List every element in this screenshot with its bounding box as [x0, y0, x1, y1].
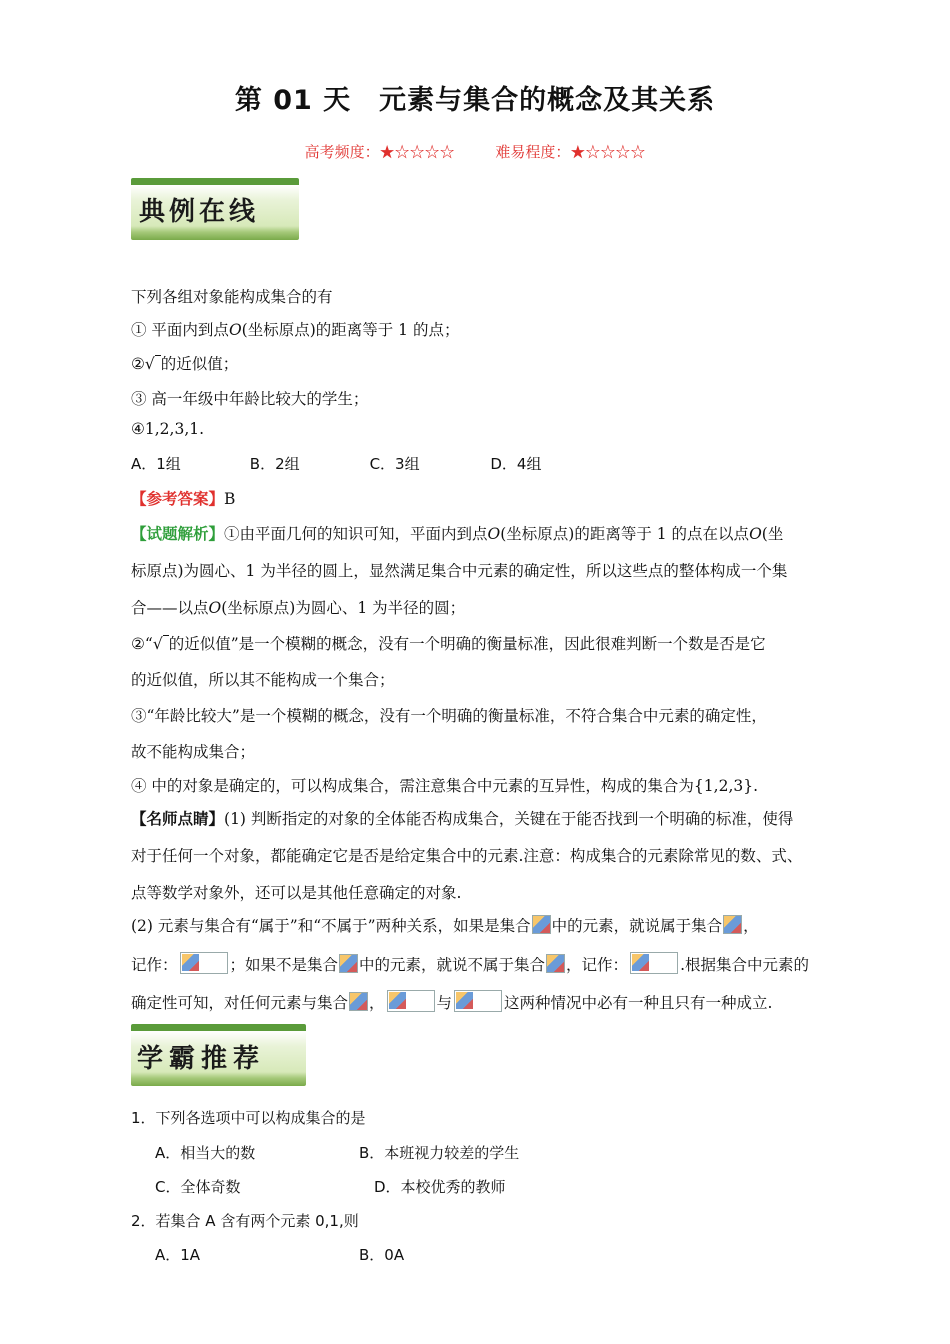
example-options — [131, 453, 541, 474]
example-item-1: ① 平面内到点O(坐标原点)的距离等于 1 的点； — [131, 321, 460, 339]
answer-line — [131, 487, 235, 509]
example-item-3: ③ 高一年级中年龄比较大的学生； — [131, 390, 369, 408]
formula-image-icon — [532, 915, 551, 934]
answer-label: 【参考答案】 — [131, 489, 225, 508]
difficulty-rating: 难易程度：★☆☆☆☆ — [495, 143, 646, 161]
practice-q1-options-row1 — [155, 1142, 519, 1163]
analysis-line-6: ③“年龄比较大”是一个模糊的概念，没有一个明确的衡量标准，不符合集合中元素的确定性， — [131, 707, 767, 725]
answer-value: B — [224, 490, 236, 508]
example-question: 下列各组对象能构成集合的有 — [131, 288, 333, 306]
analysis-line-5: 的近似值，所以其不能构成一个集合； — [131, 671, 395, 689]
option-b: B．2组 — [249, 455, 300, 473]
tip-line-6: 确定性可知，对任何元素与集合 ， 与 这两种情况中必有一种且只有一种成立. — [131, 990, 772, 1013]
page-title: 第 01 天 元素与集合的概念及其关系 — [234, 85, 716, 116]
rating-line — [0, 141, 950, 162]
analysis-label: 【试题解析】 — [131, 524, 225, 543]
tip-label: 【名师点睛】 — [131, 809, 225, 828]
formula-image-icon — [723, 915, 742, 934]
q1-option-a: A．相当大的数 — [155, 1144, 256, 1162]
option-d: D．4组 — [490, 455, 542, 473]
sqrt-symbol: √ — [145, 355, 161, 373]
practice-q2-options — [155, 1244, 404, 1265]
formula-image-icon — [387, 990, 435, 1012]
example-item-2: ②√ 的近似值； — [131, 355, 239, 373]
q1-option-b: B．本班视力较差的学生 — [359, 1144, 520, 1162]
formula-image-icon — [454, 990, 502, 1012]
analysis-line-8: ④ 中的对象是确定的，可以构成集合，需注意集合中元素的互异性，构成的集合为{1,2,3}. — [131, 777, 759, 795]
q1-option-d: D．本校优秀的教师 — [374, 1178, 506, 1196]
practice-q2: 2．若集合 A 含有两个元素 0,1,则 — [131, 1212, 359, 1230]
formula-image-icon — [546, 954, 565, 973]
tip-line-3: 点等数学对象外，还可以是其他任意确定的对象. — [131, 884, 462, 902]
tip-line-5: 记作： ；如果不是集合 中的元素，就说不属于集合 ，记作： .根据集合中元素的 — [131, 952, 809, 975]
analysis-line-4: ②“√ 的近似值”是一个模糊的概念，没有一个明确的衡量标准，因此很难判断一个数是否是它 — [131, 635, 766, 653]
analysis-line-3: 合——以点O(坐标原点)为圆心、1 为半径的圆； — [131, 599, 466, 617]
analysis-line-1: 【试题解析】①由平面几何的知识可知，平面内到点O(坐标原点)的距离等于 1 的点在以点O(坐 — [131, 524, 784, 543]
point-o: O — [228, 321, 242, 339]
tip-line-1: 【名师点睛】(1) 判断指定的对象的全体能否构成集合，关键在于能否找到一个明确的标准，使得 — [131, 809, 794, 828]
tip-line-2: 对于任何一个对象，都能确定它是否是给定集合中的元素.注意：构成集合的元素除常见的数、式、 — [131, 847, 803, 865]
q2-option-a: A．1A — [155, 1246, 201, 1264]
practice-banner — [131, 1024, 306, 1086]
formula-image-icon — [349, 992, 368, 1011]
formula-image-icon — [339, 954, 358, 973]
frequency-rating: 高考频度：★☆☆☆☆ — [304, 143, 455, 161]
analysis-line-2: 标原点)为圆心、1 为半径的圆上，显然满足集合中元素的确定性，所以这些点的整体构成一个集 — [131, 562, 788, 580]
example-banner-label: 典例在线 — [139, 197, 260, 227]
practice-q1-options-row2 — [155, 1176, 506, 1197]
example-item-4: ④1,2,3,1. — [131, 420, 205, 438]
option-c: C．3组 — [369, 455, 420, 473]
example-banner — [131, 178, 299, 240]
formula-image-icon — [630, 952, 678, 974]
option-a: A．1组 — [131, 455, 181, 473]
q2-option-b: B．0A — [359, 1246, 405, 1264]
practice-q1: 1．下列各选项中可以构成集合的是 — [131, 1109, 366, 1127]
tip-line-4: (2) 元素与集合有“属于”和“不属于”两种关系，如果是集合 中的元素，就说属于集合 ， — [131, 917, 759, 935]
q1-option-c: C．全体奇数 — [155, 1178, 241, 1196]
analysis-line-7: 故不能构成集合； — [131, 743, 256, 761]
sqrt-symbol-2: √ — [153, 635, 169, 653]
formula-image-icon — [180, 952, 228, 974]
practice-banner-label: 学霸推荐 — [137, 1044, 266, 1074]
